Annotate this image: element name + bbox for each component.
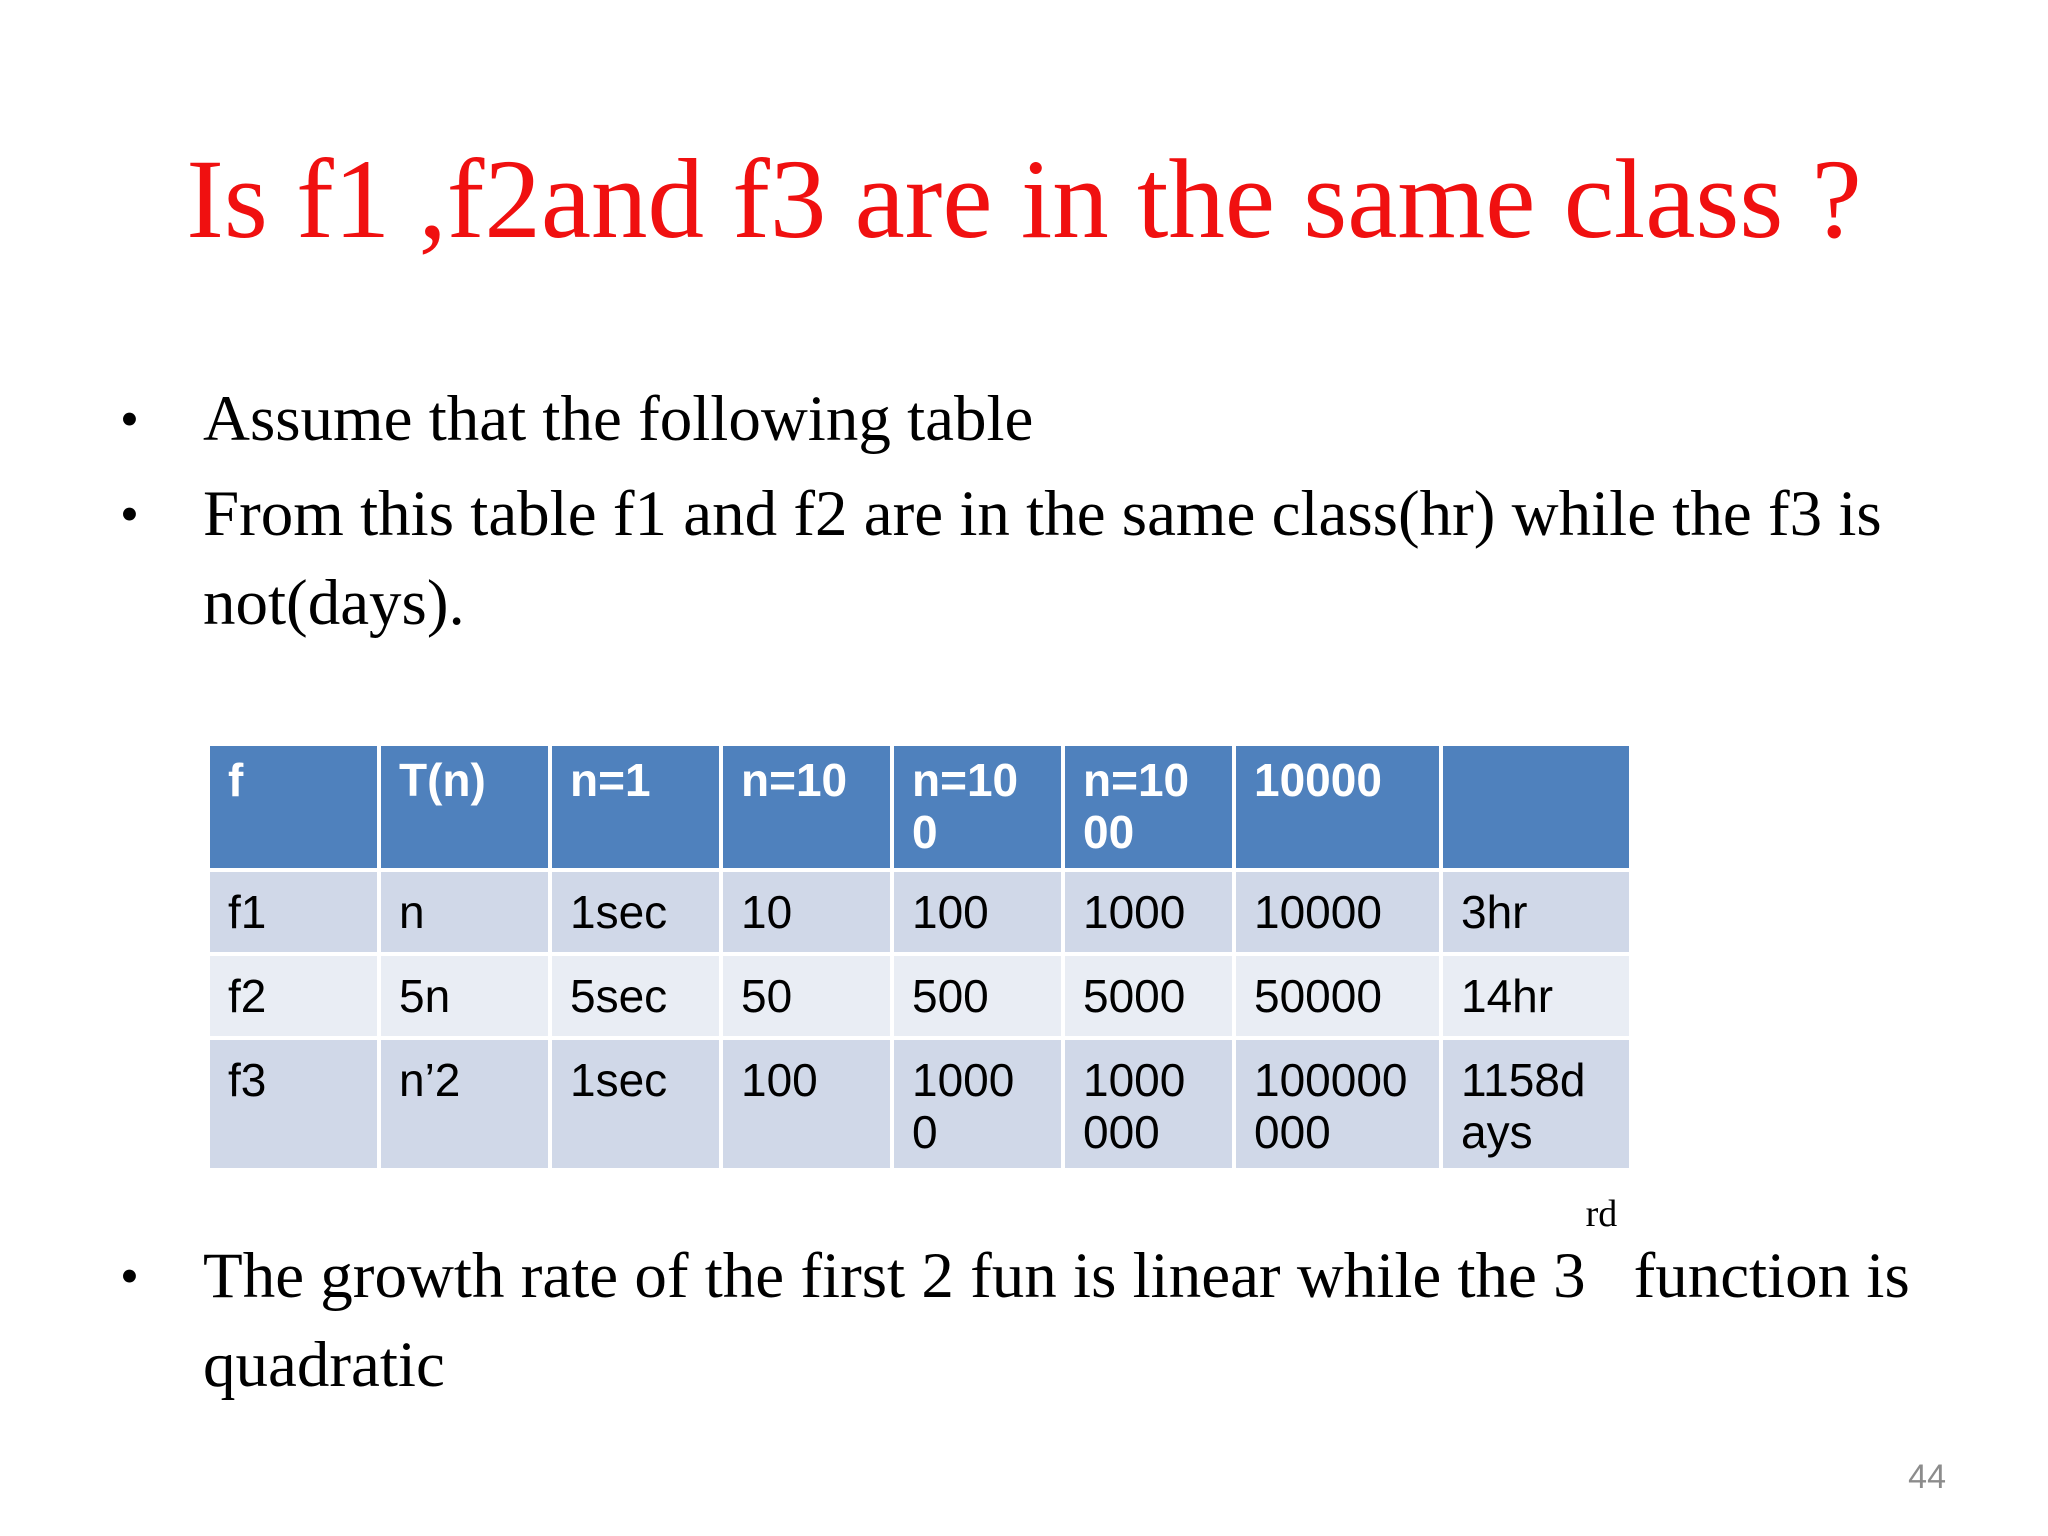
bullet-text [203,1193,1943,1410]
table-cell: f1 [210,872,377,952]
table-cell: f2 [210,956,377,1036]
table-cell: 50 [723,956,890,1036]
bullet-marker: • [120,484,139,544]
table-header-cell: n=10 [723,746,890,868]
table-cell: 1sec [552,872,719,952]
table-header-cell [1443,746,1629,868]
table-cell: 14hr [1443,956,1629,1036]
table-cell: 1000 000 [1065,1040,1232,1168]
table-cell: 50000 [1236,956,1439,1036]
table-header-cell: n=10 0 [894,746,1061,868]
table-row [210,956,1629,1036]
table-cell: 1000 0 [894,1040,1061,1168]
data-table [206,742,1633,1172]
table-header-cell: f [210,746,377,868]
table-cell: 1000 [1065,872,1232,952]
bullet-text-main: The growth rate of the first 2 fun is linear while the 3 [203,1240,1586,1312]
table-header-cell: n=10 00 [1065,746,1232,868]
table-cell: n [381,872,548,952]
table-cell: 1158d ays [1443,1040,1629,1168]
table-cell: 100000 000 [1236,1040,1439,1168]
table-cell: 3hr [1443,872,1629,952]
table-row [210,872,1629,952]
table-cell: n’2 [381,1040,548,1168]
table-cell: 100 [894,872,1061,952]
slide-title: Is f1 ,f2and f3 are in the same class ? [186,137,1862,262]
ordinal-superscript: rd [1585,1193,1618,1235]
bullet-text-end: function is quadratic [203,1240,1910,1401]
table-cell: 500 [894,956,1061,1036]
table-header-row [210,746,1629,868]
bullet-marker: • [120,1246,139,1306]
table-cell: 5n [381,956,548,1036]
table-header-cell: T(n) [381,746,548,868]
table-header-cell: 10000 [1236,746,1439,868]
table-cell: 1sec [552,1040,719,1168]
table-row [210,1040,1629,1168]
table-cell: 10000 [1236,872,1439,952]
table-cell: 10 [723,872,890,952]
bullet-marker: • [120,389,139,449]
table-cell: f3 [210,1040,377,1168]
bullet-text: Assume that the following table [203,383,1034,455]
table-cell: 5000 [1065,956,1232,1036]
page-number: 44 [1908,1458,1946,1496]
table-cell: 100 [723,1040,890,1168]
table-cell: 5sec [552,956,719,1036]
table-header-cell: n=1 [552,746,719,868]
bullet-text: From this table f1 and f2 are in the same class(hr) while the f3 is not(days). [203,478,1882,639]
